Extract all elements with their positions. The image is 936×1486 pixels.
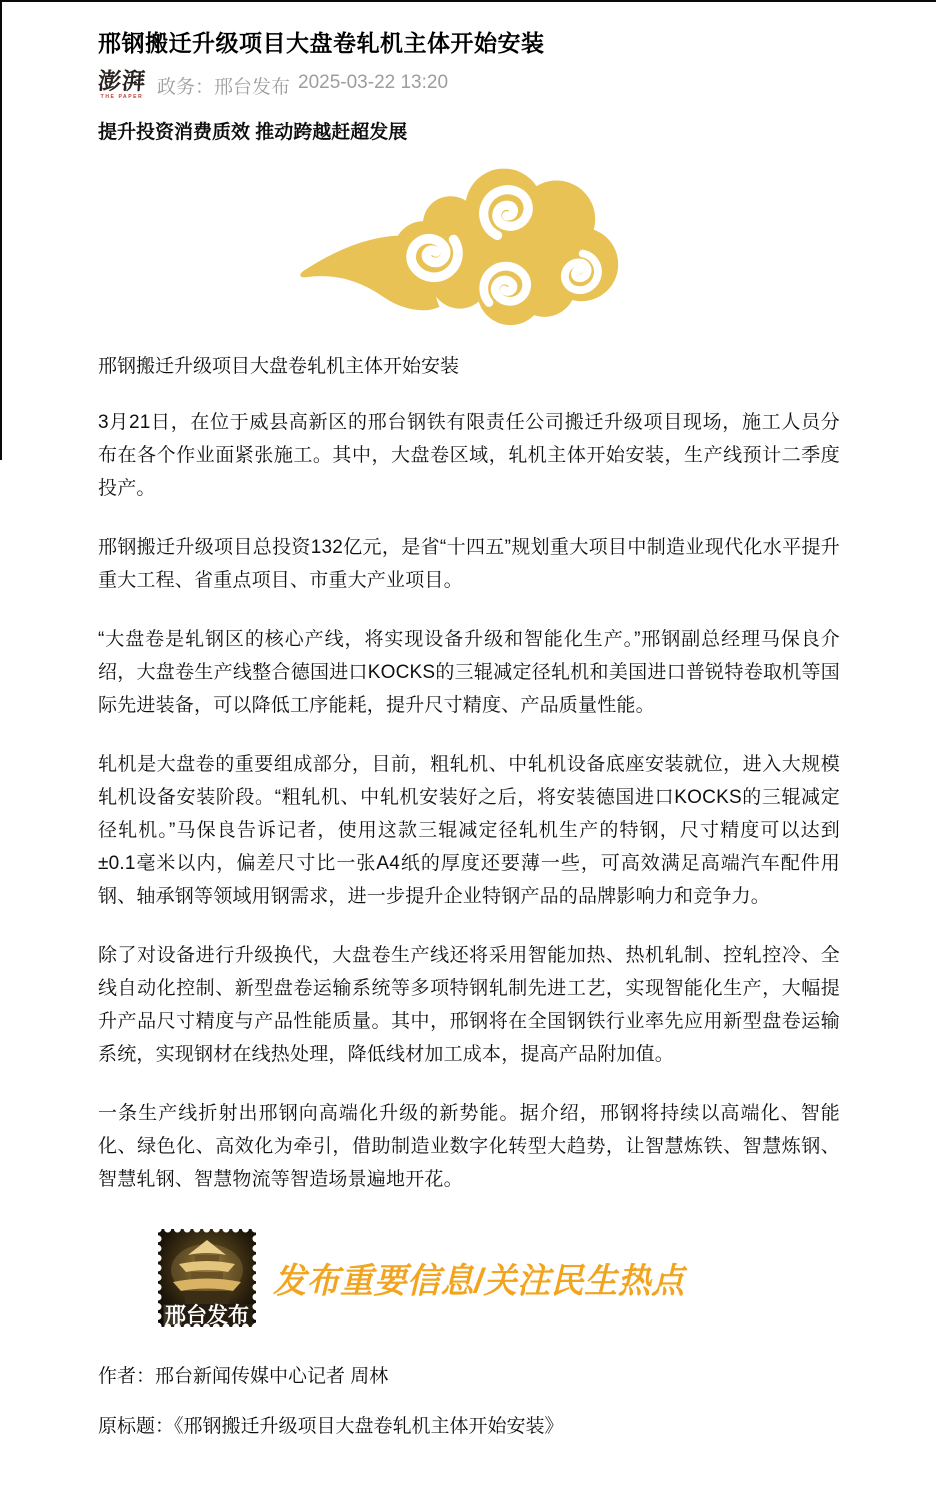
thepaper-logo-zh: 澎湃	[97, 69, 147, 94]
article-paragraph: “大盘卷是轧钢区的核心产线，将实现设备升级和智能化生产。”邢钢副总经理马保良介绍，大盘卷生产线整合德国进口KOCKS的三辊减定径轧机和美国进口普锐特卷取机等国际先进装备，可以降低工序能耗，提升尺寸精度、产品质量性能。	[98, 629, 840, 716]
window-left-edge	[0, 0, 2, 460]
article-paragraph: 除了对设备进行升级换代，大盘卷生产线还将采用智能加热、热机轧制、控轧控冷、全线自动化控制、新型盘卷运输系统等多项特钢轧制先进工艺，实现智能化生产，大幅提升产品尺寸精度与产品性能质量。其中，邢钢将在全国钢铁行业率先应用新型盘卷运输系统，实现钢材在线热处理，降低线材加工成本，提高产品附加值。	[98, 945, 840, 1065]
promo-banner	[155, 1226, 840, 1330]
byline	[98, 68, 840, 102]
thepaper-logo[interactable]	[98, 70, 146, 100]
byline-text	[157, 72, 448, 99]
article-paragraph: 邢钢搬迁升级项目总投资132亿元，是省“十四五”规划重大项目中制造业现代化水平提升重大工程、省重点项目、市重大产业项目。	[98, 537, 840, 591]
page-title: 邢钢搬迁升级项目大盘卷轧机主体开始安装	[98, 30, 545, 56]
article-paragraph: 一条生产线折射出邢钢向高端化升级的新势能。据介绍，邢钢将持续以高端化、智能化、绿色化、高效化为牵引，借助制造业数字化转型大趋势，让智慧炼铁、智慧炼钢、智慧轧钢、智慧物流等智造场景遍地开花。	[98, 1103, 840, 1190]
stamp-label: 邢台发布	[165, 1304, 249, 1327]
thepaper-logo-en: THE PAPER	[100, 94, 144, 100]
lead-paragraph: 提升投资消费质效 推动跨越赶超发展	[98, 122, 408, 143]
auspicious-cloud-icon	[294, 161, 644, 341]
article-hero-image	[98, 160, 840, 342]
author-line: 作者：邢台新闻传媒中心记者 周林	[98, 1366, 389, 1387]
banner-slogan: 发布重要信息/关注民生热点	[273, 1260, 685, 1300]
article-paragraph: 轧机是大盘卷的重要组成部分，目前，粗轧机、中轧机设备底座安装就位，进入大规模轧机设备安装阶段。“粗轧机、中轧机安装好之后，将安装德国进口KOCKS的三辊减定径轧机。”马保良告诉记者，使用这款三辊减定径轧机生产的特钢，尺寸精度可以达到±0.1毫米以内，偏差尺寸比一张A4纸的厚度还要薄一些，可高效满足高端汽车配件用钢、轴承钢等领域用钢需求，进一步提升企业特钢产品的品牌影响力和竞争力。	[98, 754, 840, 907]
article-paragraph: 3月21日，在位于威县高新区的邢台钢铁有限责任公司搬迁升级项目现场，施工人员分布在各个作业面紧张施工。其中，大盘卷区域，轧机主体开始安装，生产线预计二季度投产。	[98, 412, 840, 499]
article-caption: 邢钢搬迁升级项目大盘卷轧机主体开始安装	[98, 356, 460, 377]
byline-time: 2025-03-22 13:20	[298, 71, 449, 93]
window-top-edge	[0, 0, 936, 2]
original-title-line: 原标题：《邢钢搬迁升级项目大盘卷轧机主体开始安装》	[98, 1416, 564, 1437]
xingtai-fabu-stamp-image	[155, 1226, 259, 1330]
byline-source[interactable]: 政务：邢台发布	[157, 76, 291, 98]
